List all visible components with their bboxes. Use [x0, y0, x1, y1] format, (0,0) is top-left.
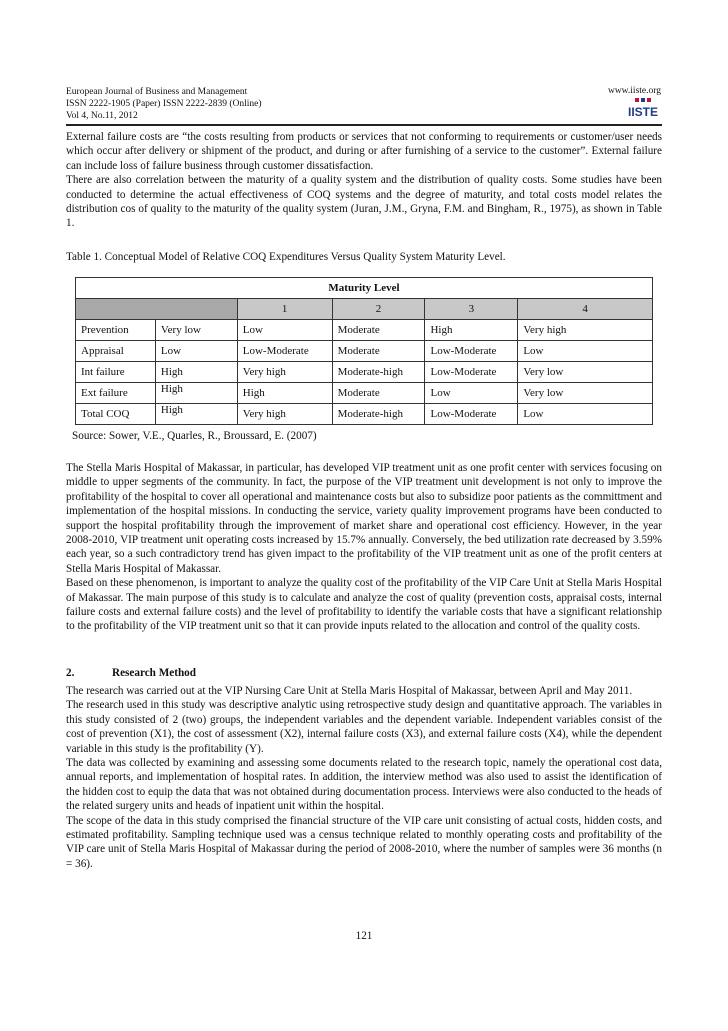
blank-header-cell	[76, 299, 238, 320]
level-header: 2	[332, 299, 425, 320]
research-method-text	[66, 684, 662, 871]
table-cell: Moderate-high	[332, 404, 425, 425]
table-cell: Moderate	[332, 320, 425, 341]
section-title: Research Method	[112, 667, 196, 679]
level-header: 1	[237, 299, 332, 320]
table-cell: Very low	[518, 383, 653, 404]
table-cell: Moderate	[332, 383, 425, 404]
table-cell: Very high	[237, 404, 332, 425]
table-caption: Table 1. Conceptual Model of Relative COQ Expenditures Versus Quality System Maturity Level.	[66, 251, 506, 263]
running-header	[66, 86, 262, 122]
table-row	[76, 383, 653, 404]
paragraph: Based on these phenomenon, is important to analyze the quality cost of the profitability of the VIP Care Unit at Stella Maris Hospital of Makassar. The main purpose of this study is to calculate and analyze the cost of quality (prevention costs, appraisal costs, internal failure costs and external failure costs) and the level of profitability to identify the variable costs that have a significant relationship to the profitability of the VIP treatment unit so that it can provide inputs related to the allocation and control of the quality costs.	[66, 577, 662, 633]
paragraph: The data was collected by examining and assessing some documents related to the research topic, namely the operational cost data, annual reports, and implementation of hospital rates. In addition, the interview method was also used to assist the identification of the hidden cost to equip the data that was not obtained during documentation process. Interviews were also conducted to the heads of the related surgery units and heads of inpatient unit within the hospital.	[66, 757, 662, 813]
row-label: Prevention	[76, 320, 156, 341]
paragraph: The Stella Maris Hospital of Makassar, in particular, has developed VIP treatment unit as one profit center with services focusing on middle to upper segments of the community. In fact, the purpose of the VIP treatment unit development is not only to improve the profitability of the hospital to cover all operational and maintenance costs but also to subsidize poor patients as the committment and implementation of the hospital missions. In conducting the service, variety quality improvement programs have been conducted to support the hospital profitability through the improvement of market share and operational cost efficiency. However, in the year 2008-2010, VIP treatment unit operating costs increased by 15.7% annually. Conversely, the bed utilization rate decreased by 3.59% each year, so a such contradictory trend has given impact to the profitability of the VIP treatment unit as one of the profit centers at Stella Maris Hospital of Makassar.	[66, 462, 662, 575]
table-cell: Low	[237, 320, 332, 341]
table-row	[76, 362, 653, 383]
table-cell: Very low	[518, 362, 653, 383]
table-row	[76, 404, 653, 425]
table-source: Source: Sower, V.E., Quarles, R., Broussard, E. (2007)	[72, 430, 317, 442]
table-group-header-row	[76, 278, 653, 299]
paragraph: The research used in this study was descriptive analytic using retrospective study design and quantitative approach. The variables in this study consisted of 2 (two) groups, the independent variables and the dependent variable. Independent variables consist of the cost of prevention (X1), the cost of assessment (X2), internal failure costs (X3), and external failure costs (X4), while the dependent variable in this study is the profitability (Y).	[66, 699, 662, 755]
level-header: 4	[518, 299, 653, 320]
svg-text:IISTE: IISTE	[627, 105, 659, 119]
table-cell: High	[425, 320, 518, 341]
section-number: 2.	[66, 667, 75, 679]
table-cell: Low	[518, 341, 653, 362]
table-row	[76, 320, 653, 341]
level-header: 3	[425, 299, 518, 320]
table-cell: Low	[518, 404, 653, 425]
table-level-row	[76, 299, 653, 320]
row-label: Ext failure	[76, 383, 156, 404]
page-number: 121	[355, 930, 373, 942]
row-label: Int failure	[76, 362, 156, 383]
intro-text	[66, 130, 662, 231]
table-cell: Low	[155, 341, 237, 362]
table-cell: Very high	[237, 362, 332, 383]
table-cell: Moderate	[332, 341, 425, 362]
paragraph: There are also correlation between the maturity of a quality system and the distribution of quality costs. Some studies have been conducted to determine the actual effectiveness of COQ systems and the degree of maturity, and total costs model relates the distribution cos of quality to the maturity of the quality system (Juran, J.M., Gryna, F.M. and Bingham, R., 1975), as shown in Table 1.	[66, 174, 662, 230]
table-cell: Low	[425, 383, 518, 404]
table-cell: High	[155, 362, 237, 383]
table-cell: Very low	[155, 320, 237, 341]
table-cell: Low-Moderate	[425, 341, 518, 362]
maturity-level-header: Maturity Level	[76, 278, 653, 299]
journal-url: www.iiste.org	[607, 86, 661, 96]
paragraph: External failure costs are “the costs resulting from products or services that not conforming to requirements or customer/user needs which occur after delivery or shipment of the product, and during or after furnishing of a service to the customer”. External failure can include loss of failure business through customer dissatisfaction.	[66, 131, 662, 172]
issn-line: ISSN 2222-1905 (Paper) ISSN 2222-2839 (Online)	[66, 99, 262, 109]
table-row	[76, 341, 653, 362]
iiste-logo-icon	[621, 97, 665, 119]
journal-name: European Journal of Business and Management	[66, 87, 248, 97]
row-label: Appraisal	[76, 341, 156, 362]
table-cell: Low-Moderate	[425, 362, 518, 383]
coq-table	[75, 277, 653, 425]
volume-line: Vol 4, No.11, 2012	[66, 111, 138, 121]
paragraph: The research was carried out at the VIP Nursing Care Unit at Stella Maris Hospital of Makassar, between April and May 2011.	[66, 685, 633, 697]
row-label: Total COQ	[76, 404, 156, 425]
table-cell: Moderate-high	[332, 362, 425, 383]
table-cell: High	[237, 383, 332, 404]
table-cell: Very high	[518, 320, 653, 341]
table-cell: Low-Moderate	[425, 404, 518, 425]
table-cell: High	[155, 404, 237, 425]
paragraph: The scope of the data in this study comprised the financial structure of the VIP care unit consisting of actual costs, hidden costs, and estimated profitability. Sampling technique used was a census technique related to monthly operating costs and profitability of the VIP care unit of Stella Maris Hospital of Makassar during the period of 2008-2010, where the number of samples were 36 months (n = 36).	[66, 814, 662, 870]
header-rule	[66, 124, 662, 126]
table-cell: Low-Moderate	[237, 341, 332, 362]
table-cell: High	[155, 383, 237, 404]
section-heading	[66, 667, 196, 679]
stella-maris-text	[66, 461, 662, 634]
